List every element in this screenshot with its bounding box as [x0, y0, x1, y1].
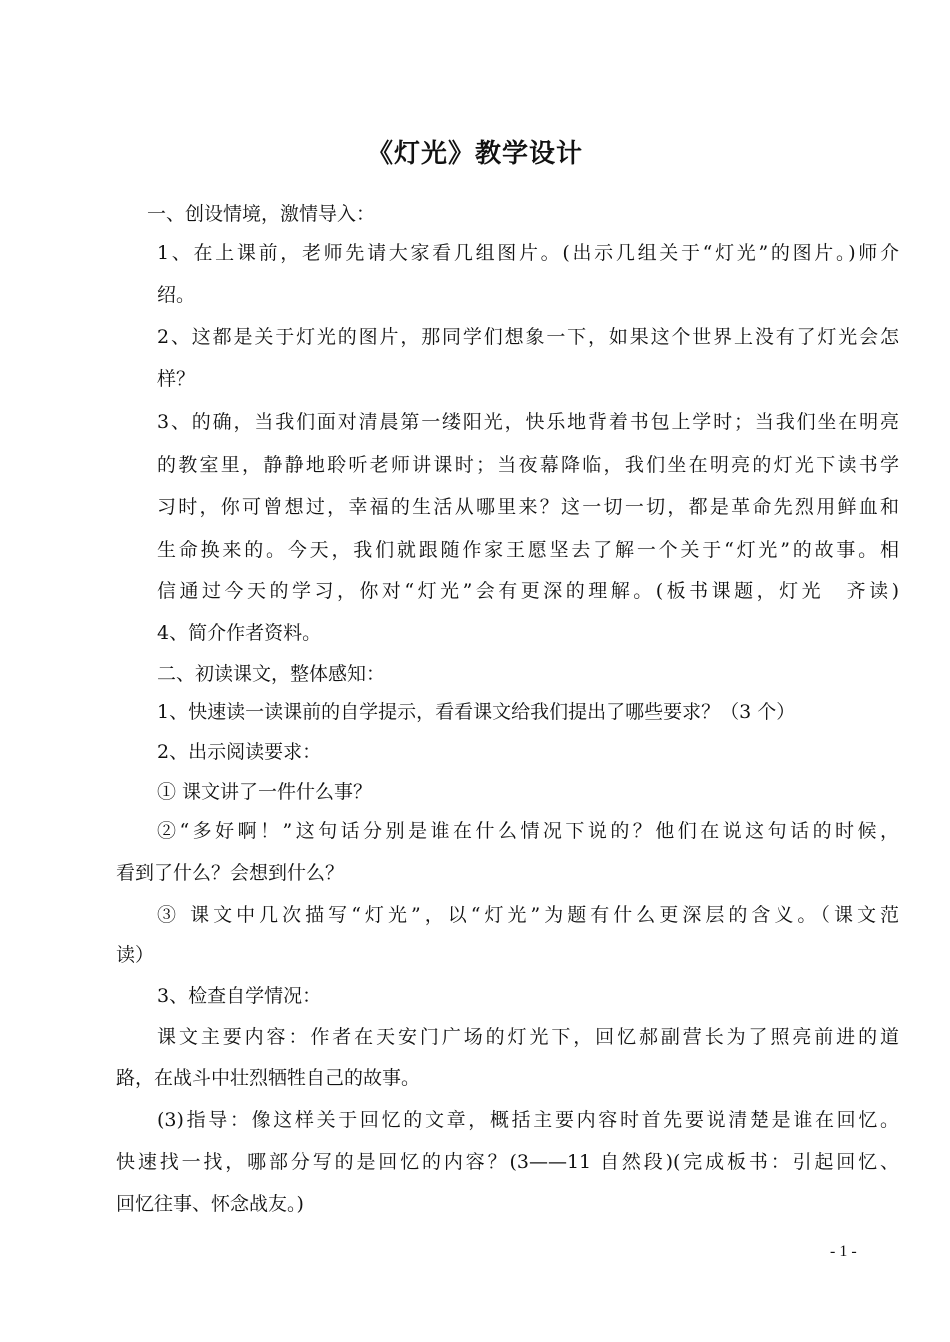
paragraph-line: 快速找一找，哪部分写的是回忆的内容？(3——11 自然段)(完成板书：引起回忆、 [116, 1151, 899, 1173]
paragraph-line: 路，在战斗中壮烈牺牲自己的故事。 [116, 1067, 421, 1089]
list-item: ③ 课文中几次描写“灯光”，以“灯光”为题有什么更深层的含义。（课文范 [157, 904, 899, 926]
paragraph-line: 绍。 [157, 284, 196, 306]
list-item: ① 课文讲了一件什么事？ [157, 781, 373, 803]
paragraph-line: 2、出示阅读要求： [157, 741, 322, 763]
section-heading-1: 一、创设情境，激情导入： [147, 203, 376, 225]
paragraph-line: 3、检查自学情况： [157, 985, 322, 1007]
paragraph-line: 2、这都是关于灯光的图片，那同学们想象一下，如果这个世界上没有了灯光会怎 [157, 326, 899, 348]
paragraph-line: 1、快速读一读课前的自学提示，看看课文给我们提出了哪些要求？（3 个） [157, 701, 796, 723]
paragraph-line: 1、在上课前，老师先请大家看几组图片。(出示几组关于“灯光”的图片。)师介 [157, 242, 899, 264]
paragraph-line: 样？ [157, 368, 196, 390]
list-item: ②“多好啊！”这句话分别是谁在什么情况下说的？他们在说这句话的时候， [157, 820, 899, 842]
paragraph-line: 的教室里，静静地聆听老师讲课时；当夜幕降临，我们坐在明亮的灯光下读书学 [157, 454, 899, 476]
paragraph-line: (3)指导：像这样关于回忆的文章，概括主要内容时首先要说清楚是谁在回忆。 [157, 1109, 899, 1131]
paragraph-line: 读） [116, 944, 155, 966]
paragraph-line: 习时，你可曾想过，幸福的生活从哪里来？这一切一切，都是革命先烈用鲜血和 [157, 496, 899, 518]
paragraph-line: 课文主要内容：作者在天安门广场的灯光下，回忆郝副营长为了照亮前进的道 [157, 1026, 899, 1048]
section-heading-2: 二、初读课文，整体感知： [157, 663, 386, 685]
paragraph-line: 看到了什么？会想到什么？ [116, 862, 345, 884]
paragraph-line: 4、简介作者资料。 [157, 622, 322, 644]
page-number: - 1 - [830, 1243, 857, 1260]
document-title: 《灯光》教学设计 [366, 139, 583, 169]
paragraph-line: 回忆往事、怀念战友。) [116, 1193, 304, 1215]
paragraph-line: 3、的确，当我们面对清晨第一缕阳光，快乐地背着书包上学时；当我们坐在明亮 [157, 411, 899, 433]
paragraph-line: 生命换来的。今天，我们就跟随作家王愿坚去了解一个关于“灯光”的故事。相 [157, 539, 899, 561]
paragraph-line: 信通过今天的学习，你对“灯光”会有更深的理解。(板书课题，灯光 齐读) [157, 580, 899, 602]
